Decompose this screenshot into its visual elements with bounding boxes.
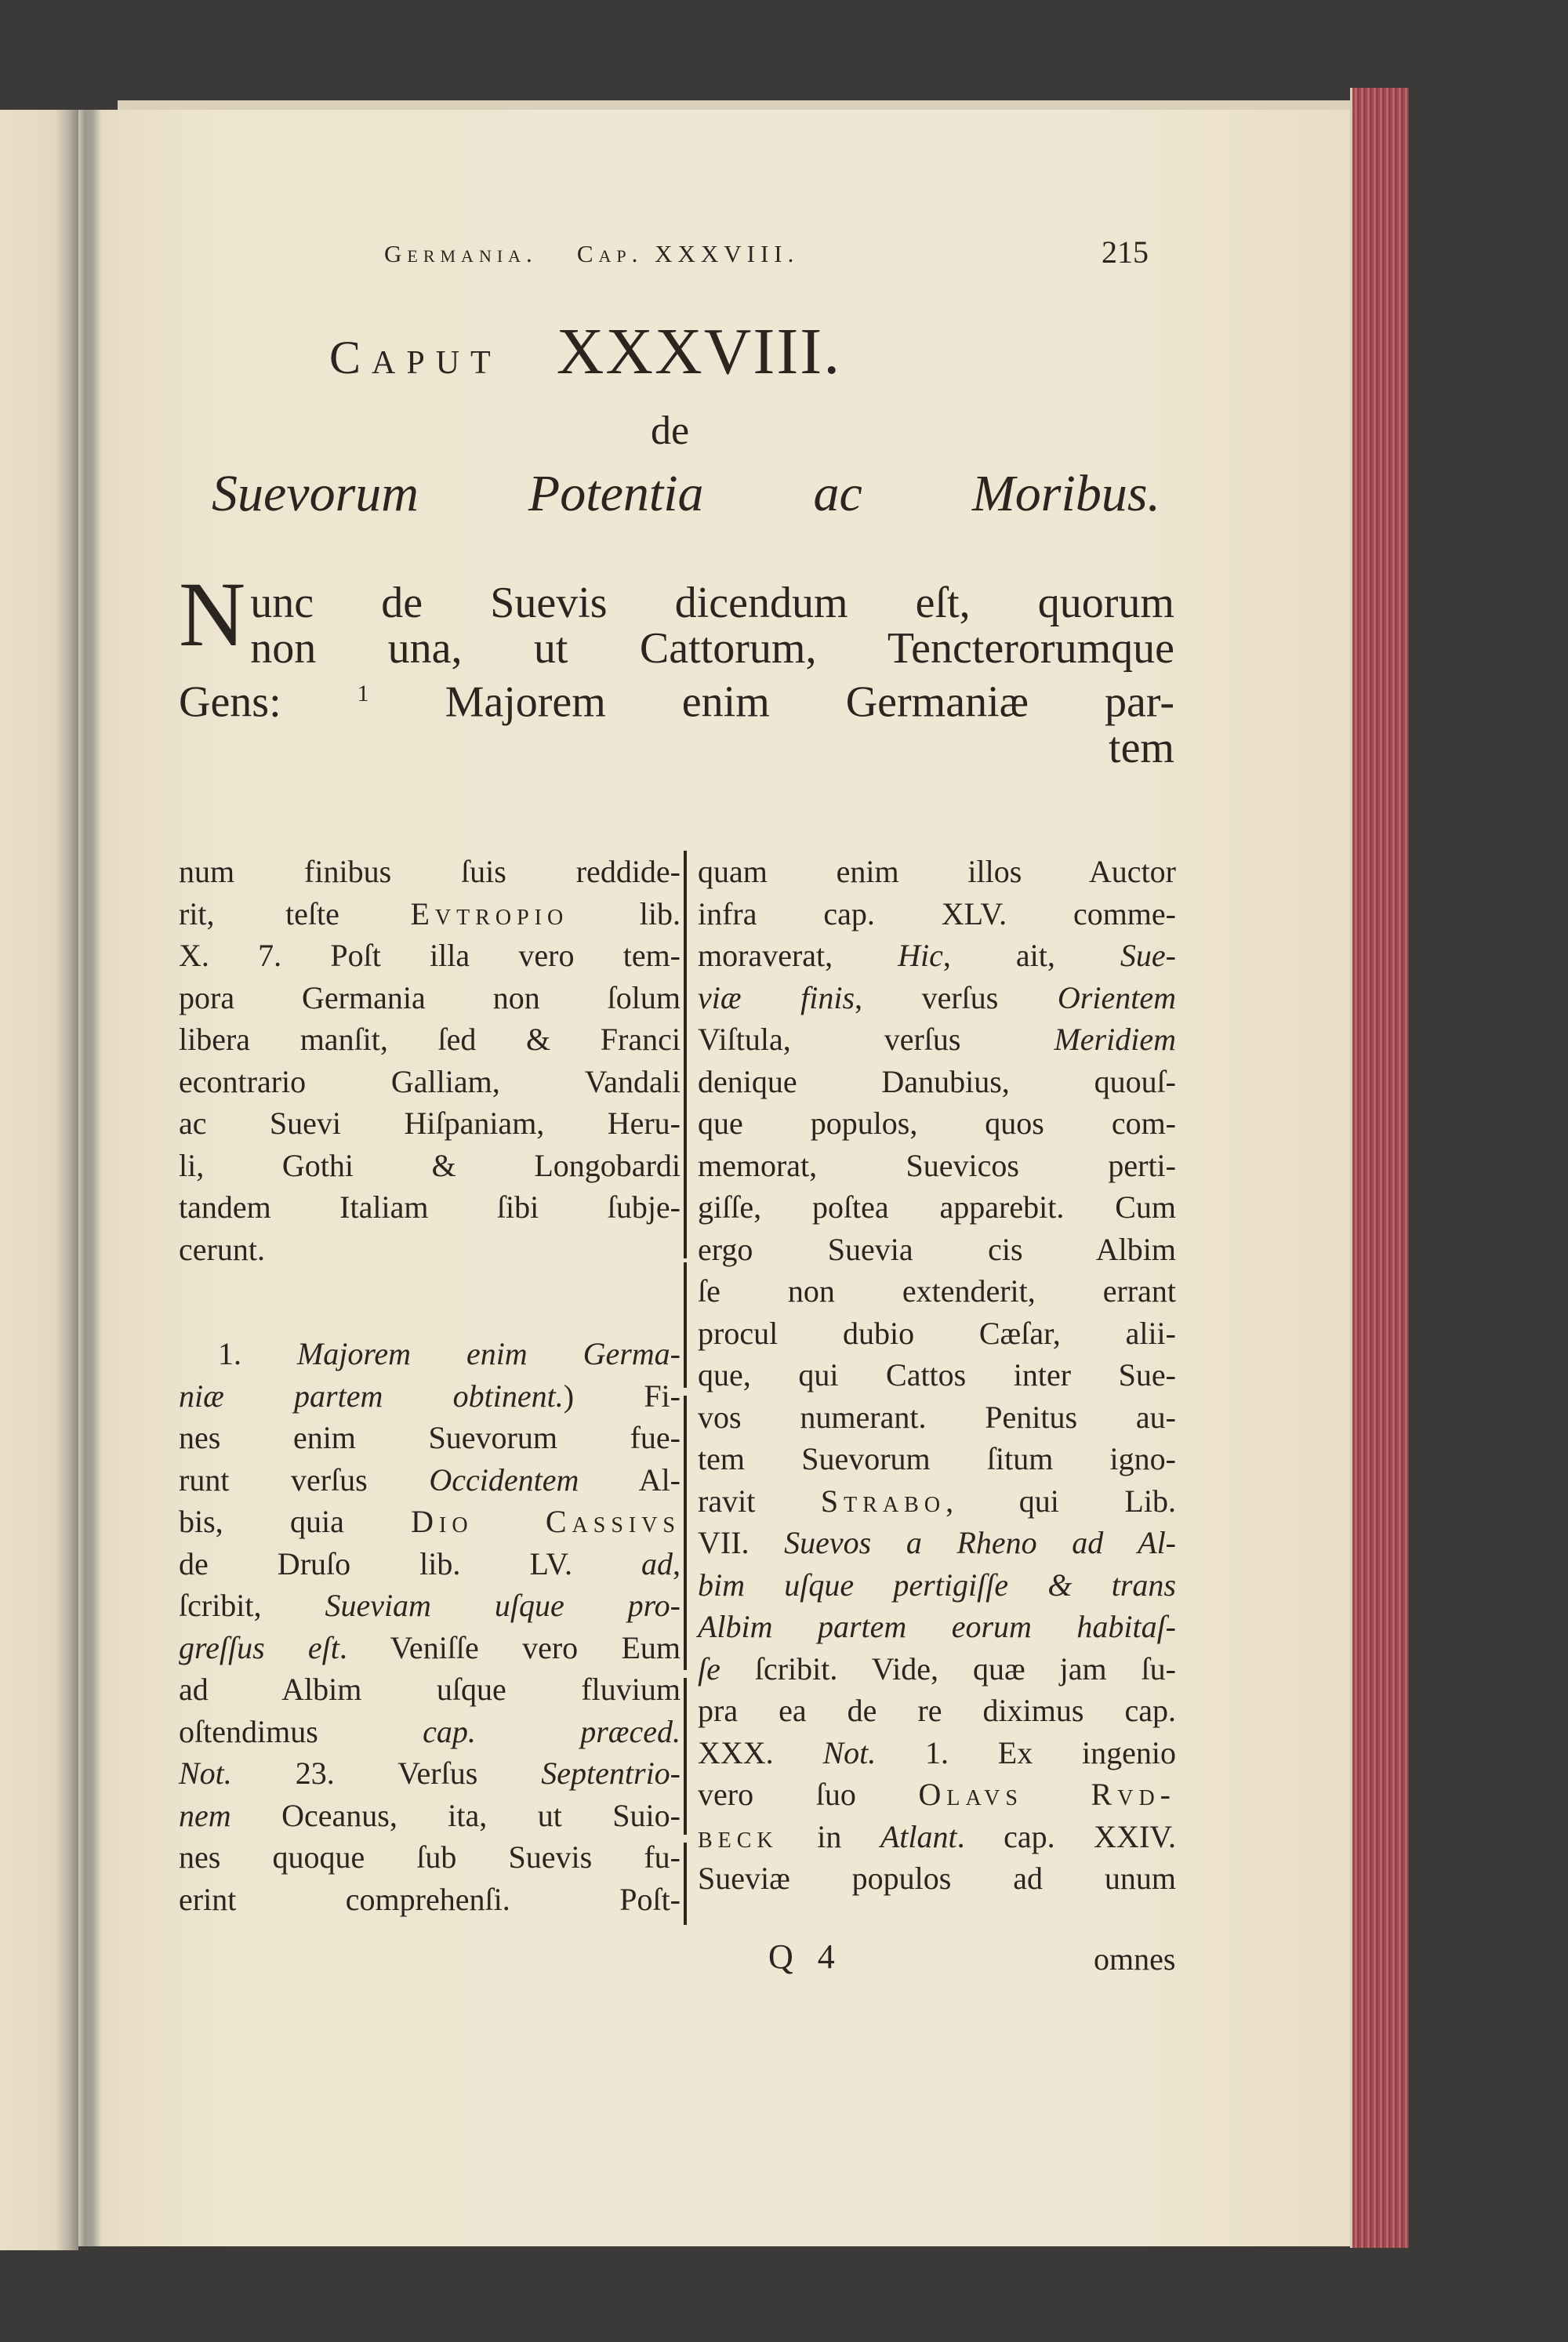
text-run: ravit <box>698 1483 821 1519</box>
text-line: non una, ut Cattorum, Tencterorumque <box>250 624 1174 673</box>
text-run: tandem Italiam ſibi ſubje- <box>179 1189 681 1225</box>
chapter-de: de <box>651 408 690 453</box>
text-line <box>698 1229 1176 1271</box>
chapter-title-number: XXXVIII. <box>556 315 842 388</box>
footnote-marker: 1 <box>357 681 369 706</box>
subtitle-word: Moribus. <box>971 465 1160 522</box>
text-line <box>698 1354 1176 1396</box>
text-line <box>179 1145 681 1187</box>
red-page-edges <box>1350 88 1409 2248</box>
text-run: que, qui Cattos inter Sue- <box>698 1357 1176 1392</box>
italic-run: Septentrio- <box>541 1756 681 1791</box>
text-run: bis, quia <box>179 1504 412 1539</box>
italic-run: Not. <box>822 1734 877 1770</box>
text-run: ſcribit, <box>179 1588 325 1623</box>
text-line <box>698 1480 1176 1523</box>
text-run: ſcribit. Vide, quæ jam ſu- <box>720 1650 1176 1687</box>
text-run: denique Danubius, quouſ- <box>698 1063 1176 1099</box>
text-run: que populos, quos com- <box>698 1106 1176 1141</box>
text-line <box>698 1564 1176 1607</box>
text-run: rit, teſte <box>179 895 411 931</box>
text-run: . cap. XXIV. <box>956 1818 1176 1854</box>
text-run: runt verſus <box>179 1461 430 1498</box>
italic-run: Not. <box>179 1756 232 1791</box>
chapter-title-word: Caput <box>329 332 502 383</box>
text-line <box>179 977 681 1019</box>
small-caps-name: Dio Cassivs <box>411 1504 681 1539</box>
text-run: vos numerant. Penitus au- <box>698 1399 1176 1435</box>
text-run: oſtendimus <box>179 1713 423 1749</box>
right-column <box>698 851 1176 1900</box>
text-line <box>698 1313 1176 1355</box>
text-run: ad Albim uſque fluvium <box>179 1672 681 1707</box>
italic-run: Sue- <box>1120 938 1176 973</box>
drop-cap: N <box>179 563 246 666</box>
italic-run: Sueviam uſque pro- <box>325 1588 681 1623</box>
column-rule <box>684 1678 687 1835</box>
text-line <box>698 1606 1176 1648</box>
text-line <box>179 1501 681 1543</box>
small-caps-name: beck <box>698 1818 779 1854</box>
text-line: tem <box>1109 723 1174 772</box>
italic-run: Meridiem <box>1054 1022 1176 1057</box>
text-run: erint comprehenſi. Poſt- <box>179 1881 681 1917</box>
text-line <box>698 977 1176 1019</box>
running-head-title: Germania. <box>384 240 538 267</box>
italic-run: nem <box>179 1797 231 1833</box>
intro-paragraph <box>179 563 1174 772</box>
italic-run: ad <box>641 1545 673 1581</box>
text-line <box>698 1396 1176 1439</box>
text-run: . Veniſſe vero Eum <box>339 1629 681 1665</box>
page-number: 215 <box>1102 234 1149 270</box>
text-line <box>179 1018 681 1061</box>
column-rule <box>684 1262 687 1388</box>
text-run: Oceanus, ita, ut Suio- <box>230 1797 681 1833</box>
text-line <box>698 935 1176 977</box>
text-run: li, Gothi & Longobardi <box>179 1147 681 1183</box>
italic-run: Majorem enim Germa- <box>296 1336 681 1371</box>
subtitle-word: Suevorum <box>212 465 419 522</box>
text-run: quam enim illos Auctor <box>698 854 1176 889</box>
italic-run: Hic <box>898 938 943 973</box>
text-run: 23. Verſus <box>231 1756 542 1791</box>
italic-run: Atlant <box>880 1818 957 1854</box>
text-run: , qui Lib. <box>946 1483 1176 1519</box>
text-run: pra ea de re diximus cap. <box>698 1693 1176 1728</box>
text-run: libera manſit, ſed & Franci <box>179 1022 681 1057</box>
text-line <box>698 1186 1176 1229</box>
text-line <box>698 1522 1176 1564</box>
text-line <box>179 1186 681 1229</box>
text-line <box>179 851 681 893</box>
catchword: omnes <box>1094 1941 1176 1977</box>
text-line <box>698 851 1176 893</box>
column-rule <box>684 1396 687 1670</box>
text-line <box>179 1585 681 1627</box>
running-head <box>384 235 799 270</box>
text-line <box>179 1333 681 1375</box>
text-line <box>179 1543 681 1585</box>
paragraph-gap <box>179 1270 681 1333</box>
text-line <box>179 893 681 935</box>
text-run: ) Fi- <box>563 1378 681 1414</box>
text-run: memorat, Suevicos perti- <box>698 1147 1176 1183</box>
italic-run: niæ partem obtinent. <box>179 1378 564 1414</box>
text-run: pora Germania non ſolum <box>179 979 681 1015</box>
text-run: moraverat, <box>698 938 898 973</box>
text-run: XXX. <box>698 1734 823 1770</box>
text-run: , verſus <box>855 979 1058 1015</box>
italic-run: bim uſque pertigiſſe & trans <box>698 1567 1176 1603</box>
text-line <box>698 1648 1176 1690</box>
text-run: , <box>673 1545 681 1581</box>
text-line <box>179 1417 681 1459</box>
text-line <box>698 1270 1176 1313</box>
italic-run: ſe <box>698 1650 720 1687</box>
italic-run: Suevos a Rheno ad Al- <box>784 1525 1176 1560</box>
text-run: tem Suevorum ſitum igno- <box>698 1441 1176 1476</box>
text-run: Viſtula, verſus <box>698 1022 1054 1057</box>
left-column <box>179 851 681 1920</box>
text-run: lib. <box>568 895 681 931</box>
running-head-chapter: Cap. XXXVIII. <box>576 240 800 267</box>
text-line <box>698 1061 1176 1103</box>
text-line <box>179 1836 681 1879</box>
text-run: cerunt. <box>179 1231 265 1267</box>
text-run: VII. <box>698 1525 785 1560</box>
text-run: in <box>778 1818 880 1854</box>
italic-run: viæ finis <box>698 979 855 1015</box>
text-run: ergo Suevia cis Albim <box>698 1231 1176 1267</box>
text-line <box>179 1627 681 1669</box>
chapter-subtitle <box>212 464 1160 524</box>
italic-run: cap. præced. <box>423 1713 681 1749</box>
text-run: 1. <box>218 1336 297 1371</box>
text-line <box>698 1690 1176 1732</box>
text-run: 1. Ex ingenio <box>876 1734 1176 1770</box>
small-caps-name: Olavs Rvd- <box>918 1777 1176 1812</box>
text-run: ac Suevi Hiſpaniam, Heru- <box>179 1106 681 1141</box>
text-run: Gens: <box>179 677 358 727</box>
italic-run: greſſus eſt <box>179 1629 339 1665</box>
column-rule <box>684 1843 687 1925</box>
text-line <box>179 1061 681 1103</box>
text-line <box>698 893 1176 935</box>
text-line <box>179 1668 681 1711</box>
text-run: nes quoque ſub Suevis fu- <box>179 1839 681 1875</box>
subtitle-word: Potentia <box>528 465 704 522</box>
facing-page-edge <box>0 110 78 2250</box>
small-caps-name: Evtropio <box>410 895 569 931</box>
text-line <box>179 1879 681 1921</box>
text-run: infra cap. XLV. comme- <box>698 895 1176 931</box>
text-line <box>698 1816 1176 1858</box>
text-line <box>698 1018 1176 1061</box>
text-line <box>179 1711 681 1753</box>
text-run: ſe non extenderit, errant <box>698 1273 1176 1309</box>
text-line <box>698 1102 1176 1145</box>
text-line <box>698 1732 1176 1774</box>
text-run: econtrario Galliam, Vandali <box>179 1063 681 1099</box>
column-rule <box>684 851 687 1258</box>
text-line <box>179 1459 681 1501</box>
text-run: Majorem enim Germaniæ par- <box>445 677 1174 727</box>
text-line <box>179 935 681 977</box>
text-line <box>698 1857 1176 1900</box>
text-run: Al- <box>579 1461 681 1498</box>
text-run: vero ſuo <box>698 1777 919 1812</box>
text-line <box>698 1774 1176 1816</box>
text-run: procul dubio Cæſar, alii- <box>698 1315 1176 1351</box>
text-line <box>698 1145 1176 1187</box>
text-run: nes enim Suevorum fue- <box>179 1420 681 1455</box>
text-line <box>179 671 1174 725</box>
text-run: Sueviæ populos ad unum <box>698 1861 1176 1896</box>
subtitle-word: ac <box>813 465 862 522</box>
italic-run: Occidentem <box>429 1461 579 1498</box>
text-line <box>698 1438 1176 1480</box>
italic-run: Albim partem eorum habitaſ- <box>698 1609 1176 1644</box>
text-run: X. 7. Poſt illa vero tem- <box>179 938 681 973</box>
text-line <box>179 1375 681 1418</box>
chapter-title <box>329 314 841 390</box>
italic-run: Orientem <box>1057 979 1176 1015</box>
small-caps-name: Strabo <box>820 1483 946 1519</box>
text-line <box>179 1752 681 1795</box>
text-line <box>179 1795 681 1837</box>
text-run: , ait, <box>942 938 1120 973</box>
text-line <box>179 1102 681 1145</box>
text-line <box>179 1229 681 1271</box>
text-run: giſſe, poſtea apparebit. Cum <box>698 1189 1176 1225</box>
text-run: num finibus ſuis reddide- <box>179 854 681 889</box>
text-line: unc de Suevis dicendum eſt, quorum <box>250 579 1174 627</box>
text-run: de Druſo lib. LV. <box>179 1545 641 1581</box>
signature-mark: Q 4 <box>768 1937 843 1976</box>
